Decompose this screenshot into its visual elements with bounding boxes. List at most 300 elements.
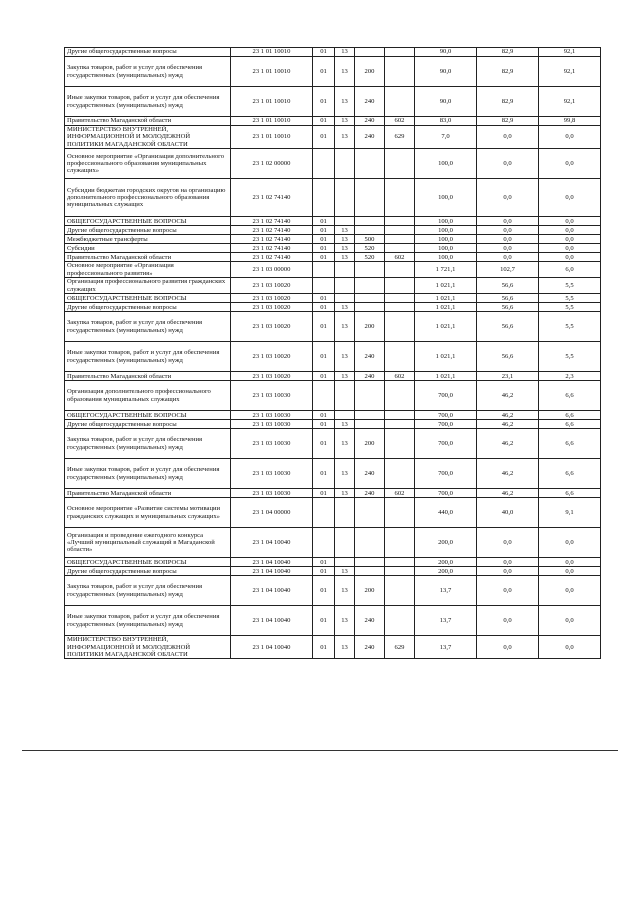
row-target-code-cell: 23 1 03 10030 [231,429,313,459]
row-section-cell: 01 [313,226,335,235]
row-target-code-cell: 23 1 03 10020 [231,312,313,342]
row-subsection-cell: 13 [335,87,355,117]
row-expense-type-cell [355,226,385,235]
row-execution-percent-cell: 5,5 [539,303,601,312]
row-subsection-cell: 13 [335,636,355,659]
row-name-cell: Основное мероприятие «Организация профессионального развития» [65,262,231,278]
row-executed-amount-cell: 0,0 [477,558,539,567]
row-subsection-cell [335,149,355,179]
table-row [65,342,601,372]
row-subsection-cell [335,528,355,558]
row-planned-amount-cell: 200,0 [415,567,477,576]
row-expense-type-cell [355,381,385,411]
row-planned-amount-cell: 13,7 [415,606,477,636]
row-subsection-cell: 13 [335,606,355,636]
row-executed-amount-cell: 0,0 [477,528,539,558]
budget-table-page [64,47,600,659]
row-executed-amount-cell: 82,9 [477,117,539,126]
row-execution-percent-cell: 0,0 [539,253,601,262]
row-section-cell [313,528,335,558]
row-target-code-cell: 23 1 03 00000 [231,262,313,278]
row-planned-amount-cell: 700,0 [415,489,477,498]
row-name-cell: Организация и проведение ежегодного конкурса «Лучший муниципальный служащий в Магаданской области» [65,528,231,558]
row-name-cell: Правительство Магаданской области [65,117,231,126]
row-subsection-cell [335,179,355,217]
table-row [65,489,601,498]
row-administrator-cell [385,57,415,87]
row-administrator-cell: 602 [385,253,415,262]
row-execution-percent-cell: 0,0 [539,558,601,567]
row-section-cell: 01 [313,253,335,262]
row-planned-amount-cell: 1 721,1 [415,262,477,278]
row-expense-type-cell: 240 [355,117,385,126]
row-execution-percent-cell: 0,0 [539,606,601,636]
row-target-code-cell: 23 1 02 00000 [231,149,313,179]
row-target-code-cell: 23 1 01 10010 [231,57,313,87]
row-executed-amount-cell: 0,0 [477,567,539,576]
row-subsection-cell: 13 [335,117,355,126]
row-name-cell: Другие общегосударственные вопросы [65,303,231,312]
table-row [65,312,601,342]
row-executed-amount-cell: 46,2 [477,411,539,420]
row-name-cell: Иные закупки товаров, работ и услуг для обеспечения государственных (муниципальных) нужд [65,459,231,489]
row-execution-percent-cell: 0,0 [539,235,601,244]
row-target-code-cell: 23 1 01 10010 [231,126,313,149]
row-executed-amount-cell: 46,2 [477,459,539,489]
table-row [65,558,601,567]
row-administrator-cell [385,411,415,420]
row-execution-percent-cell: 5,5 [539,294,601,303]
row-administrator-cell: 602 [385,489,415,498]
row-executed-amount-cell: 0,0 [477,226,539,235]
row-administrator-cell [385,235,415,244]
row-target-code-cell: 23 1 02 74140 [231,226,313,235]
row-name-cell: Субсидии бюджетам городских округов на организацию дополнительного профессионального образования муниципальных служащих [65,179,231,217]
table-row [65,459,601,489]
table-row [65,235,601,244]
row-administrator-cell [385,226,415,235]
row-subsection-cell [335,498,355,528]
row-name-cell: Иные закупки товаров, работ и услуг для обеспечения государственных (муниципальных) нужд [65,342,231,372]
row-planned-amount-cell: 700,0 [415,420,477,429]
row-executed-amount-cell: 0,0 [477,126,539,149]
row-executed-amount-cell: 23,1 [477,372,539,381]
row-planned-amount-cell: 200,0 [415,528,477,558]
row-name-cell: Основное мероприятие «Развитие системы мотивации гражданских служащих и муниципальных служащих» [65,498,231,528]
row-administrator-cell [385,149,415,179]
row-planned-amount-cell: 83,0 [415,117,477,126]
row-expense-type-cell: 240 [355,372,385,381]
row-executed-amount-cell: 56,6 [477,303,539,312]
budget-table [64,47,601,659]
row-executed-amount-cell: 0,0 [477,179,539,217]
row-execution-percent-cell: 9,1 [539,498,601,528]
row-execution-percent-cell: 99,8 [539,117,601,126]
row-executed-amount-cell: 46,2 [477,381,539,411]
table-row [65,117,601,126]
table-row [65,179,601,217]
row-section-cell: 01 [313,294,335,303]
row-subsection-cell: 13 [335,372,355,381]
row-target-code-cell: 23 1 03 10030 [231,459,313,489]
row-execution-percent-cell: 0,0 [539,528,601,558]
row-section-cell: 01 [313,411,335,420]
row-name-cell: Межбюджетные трансферты [65,235,231,244]
row-name-cell: ОБЩЕГОСУДАРСТВЕННЫЕ ВОПРОСЫ [65,217,231,226]
row-subsection-cell [335,558,355,567]
row-execution-percent-cell: 6,0 [539,262,601,278]
row-expense-type-cell [355,558,385,567]
row-expense-type-cell: 240 [355,606,385,636]
row-subsection-cell: 13 [335,48,355,57]
row-subsection-cell: 13 [335,226,355,235]
row-executed-amount-cell: 102,7 [477,262,539,278]
row-section-cell: 01 [313,372,335,381]
row-executed-amount-cell: 0,0 [477,606,539,636]
row-name-cell: Иные закупки товаров, работ и услуг для обеспечения государственных (муниципальных) нужд [65,87,231,117]
table-row [65,253,601,262]
row-execution-percent-cell: 92,1 [539,87,601,117]
row-expense-type-cell [355,262,385,278]
row-planned-amount-cell: 90,0 [415,87,477,117]
row-administrator-cell [385,217,415,226]
row-name-cell: Закупка товаров, работ и услуг для обеспечения государственных (муниципальных) нужд [65,57,231,87]
row-execution-percent-cell: 0,0 [539,149,601,179]
row-target-code-cell: 23 1 01 10010 [231,48,313,57]
row-planned-amount-cell: 1 021,1 [415,278,477,294]
row-subsection-cell: 13 [335,57,355,87]
row-administrator-cell [385,278,415,294]
row-subsection-cell: 13 [335,429,355,459]
row-name-cell: Другие общегосударственные вопросы [65,420,231,429]
row-administrator-cell [385,576,415,606]
row-administrator-cell [385,48,415,57]
row-target-code-cell: 23 1 03 10020 [231,372,313,381]
row-execution-percent-cell: 5,5 [539,278,601,294]
row-expense-type-cell [355,278,385,294]
row-subsection-cell [335,217,355,226]
table-row [65,606,601,636]
row-section-cell: 01 [313,636,335,659]
row-execution-percent-cell: 0,0 [539,179,601,217]
row-name-cell: Организация профессионального развития гражданских служащих [65,278,231,294]
row-section-cell: 01 [313,606,335,636]
row-administrator-cell [385,342,415,372]
row-planned-amount-cell: 100,0 [415,244,477,253]
row-execution-percent-cell: 6,6 [539,381,601,411]
row-executed-amount-cell: 0,0 [477,636,539,659]
row-administrator-cell [385,381,415,411]
table-row [65,244,601,253]
row-administrator-cell [385,606,415,636]
row-section-cell: 01 [313,429,335,459]
row-administrator-cell [385,498,415,528]
row-subsection-cell [335,294,355,303]
table-row [65,57,601,87]
row-execution-percent-cell: 6,6 [539,429,601,459]
table-row [65,217,601,226]
row-planned-amount-cell: 1 021,1 [415,342,477,372]
row-subsection-cell: 13 [335,126,355,149]
row-executed-amount-cell: 0,0 [477,576,539,606]
row-target-code-cell: 23 1 04 00000 [231,498,313,528]
table-row [65,567,601,576]
row-target-code-cell: 23 1 03 10020 [231,303,313,312]
row-section-cell: 01 [313,57,335,87]
row-executed-amount-cell: 0,0 [477,235,539,244]
row-section-cell: 01 [313,117,335,126]
row-execution-percent-cell: 6,6 [539,420,601,429]
row-execution-percent-cell: 6,6 [539,489,601,498]
row-name-cell: Основное мероприятие «Организация дополнительного профессионального образования муниципальных служащих» [65,149,231,179]
row-expense-type-cell: 200 [355,429,385,459]
row-planned-amount-cell: 100,0 [415,149,477,179]
row-administrator-cell [385,244,415,253]
row-subsection-cell: 13 [335,342,355,372]
row-target-code-cell: 23 1 03 10030 [231,420,313,429]
row-name-cell: МИНИСТЕРСТВО ВНУТРЕННЕЙ, ИНФОРМАЦИОННОЙ И МОЛОДЕЖНОЙ ПОЛИТИКИ МАГАДАНСКОЙ ОБЛАСТИ [65,126,231,149]
row-administrator-cell [385,459,415,489]
row-expense-type-cell [355,303,385,312]
row-name-cell: Закупка товаров, работ и услуг для обеспечения государственных (муниципальных) нужд [65,312,231,342]
row-target-code-cell: 23 1 03 10030 [231,411,313,420]
row-planned-amount-cell: 700,0 [415,459,477,489]
row-execution-percent-cell: 0,0 [539,217,601,226]
row-executed-amount-cell: 82,9 [477,48,539,57]
row-section-cell: 01 [313,567,335,576]
row-target-code-cell: 23 1 03 10030 [231,489,313,498]
row-section-cell: 01 [313,235,335,244]
row-planned-amount-cell: 440,0 [415,498,477,528]
table-row [65,528,601,558]
row-planned-amount-cell: 1 021,1 [415,294,477,303]
row-expense-type-cell: 240 [355,636,385,659]
row-execution-percent-cell: 5,5 [539,342,601,372]
row-subsection-cell: 13 [335,489,355,498]
row-execution-percent-cell: 0,0 [539,226,601,235]
row-expense-type-cell: 240 [355,489,385,498]
row-subsection-cell: 13 [335,244,355,253]
table-row [65,420,601,429]
row-expense-type-cell: 240 [355,126,385,149]
row-planned-amount-cell: 100,0 [415,179,477,217]
row-target-code-cell: 23 1 02 74140 [231,179,313,217]
row-section-cell: 01 [313,489,335,498]
row-name-cell: Другие общегосударственные вопросы [65,226,231,235]
row-executed-amount-cell: 46,2 [477,429,539,459]
row-section-cell: 01 [313,420,335,429]
row-target-code-cell: 23 1 01 10010 [231,87,313,117]
row-name-cell: Иные закупки товаров, работ и услуг для обеспечения государственных (муниципальных) нужд [65,606,231,636]
row-target-code-cell: 23 1 03 10030 [231,381,313,411]
row-planned-amount-cell: 700,0 [415,381,477,411]
row-expense-type-cell: 240 [355,342,385,372]
table-row [65,636,601,659]
row-planned-amount-cell: 100,0 [415,226,477,235]
row-section-cell: 01 [313,459,335,489]
row-expense-type-cell: 240 [355,87,385,117]
row-section-cell: 01 [313,126,335,149]
row-execution-percent-cell: 5,5 [539,312,601,342]
row-subsection-cell [335,278,355,294]
row-expense-type-cell [355,567,385,576]
row-administrator-cell [385,528,415,558]
row-section-cell: 01 [313,48,335,57]
row-executed-amount-cell: 46,2 [477,489,539,498]
row-executed-amount-cell: 82,9 [477,87,539,117]
table-row [65,87,601,117]
row-name-cell: Правительство Магаданской области [65,489,231,498]
row-section-cell: 01 [313,244,335,253]
row-subsection-cell: 13 [335,576,355,606]
row-name-cell: МИНИСТЕРСТВО ВНУТРЕННЕЙ, ИНФОРМАЦИОННОЙ И МОЛОДЕЖНОЙ ПОЛИТИКИ МАГАДАНСКОЙ ОБЛАСТИ [65,636,231,659]
row-subsection-cell [335,411,355,420]
row-name-cell: Организация дополнительного профессионального образования муниципальных служащих [65,381,231,411]
row-name-cell: Субсидии [65,244,231,253]
row-executed-amount-cell: 56,6 [477,278,539,294]
row-subsection-cell [335,381,355,411]
row-target-code-cell: 23 1 04 10040 [231,558,313,567]
row-planned-amount-cell: 700,0 [415,411,477,420]
row-subsection-cell: 13 [335,253,355,262]
row-execution-percent-cell: 92,1 [539,48,601,57]
row-execution-percent-cell: 0,0 [539,636,601,659]
row-execution-percent-cell: 0,0 [539,567,601,576]
table-row [65,126,601,149]
row-subsection-cell: 13 [335,303,355,312]
table-row [65,372,601,381]
row-expense-type-cell: 500 [355,235,385,244]
row-target-code-cell: 23 1 02 74140 [231,253,313,262]
row-expense-type-cell [355,217,385,226]
row-target-code-cell: 23 1 03 10020 [231,342,313,372]
table-row [65,48,601,57]
row-planned-amount-cell: 90,0 [415,48,477,57]
row-expense-type-cell [355,420,385,429]
row-administrator-cell: 602 [385,117,415,126]
row-expense-type-cell: 240 [355,459,385,489]
row-expense-type-cell: 520 [355,253,385,262]
row-planned-amount-cell: 13,7 [415,576,477,606]
row-subsection-cell: 13 [335,567,355,576]
row-section-cell [313,179,335,217]
row-section-cell: 01 [313,87,335,117]
row-executed-amount-cell: 56,6 [477,312,539,342]
row-planned-amount-cell: 1 021,1 [415,312,477,342]
row-section-cell [313,262,335,278]
table-row [65,226,601,235]
table-row [65,576,601,606]
row-section-cell: 01 [313,217,335,226]
row-expense-type-cell [355,179,385,217]
row-executed-amount-cell: 0,0 [477,149,539,179]
row-administrator-cell [385,294,415,303]
row-executed-amount-cell: 56,6 [477,342,539,372]
row-planned-amount-cell: 1 021,1 [415,303,477,312]
row-administrator-cell [385,179,415,217]
row-expense-type-cell: 200 [355,57,385,87]
row-section-cell [313,149,335,179]
row-expense-type-cell [355,411,385,420]
row-name-cell: ОБЩЕГОСУДАРСТВЕННЫЕ ВОПРОСЫ [65,294,231,303]
row-planned-amount-cell: 100,0 [415,253,477,262]
row-target-code-cell: 23 1 04 10040 [231,528,313,558]
row-section-cell: 01 [313,342,335,372]
row-expense-type-cell [355,528,385,558]
row-executed-amount-cell: 0,0 [477,253,539,262]
row-subsection-cell: 13 [335,312,355,342]
row-administrator-cell [385,312,415,342]
row-target-code-cell: 23 1 02 74140 [231,235,313,244]
row-name-cell: Закупка товаров, работ и услуг для обеспечения государственных (муниципальных) нужд [65,429,231,459]
row-expense-type-cell: 200 [355,576,385,606]
row-executed-amount-cell: 56,6 [477,294,539,303]
row-expense-type-cell [355,294,385,303]
row-execution-percent-cell: 2,3 [539,372,601,381]
row-execution-percent-cell: 0,0 [539,576,601,606]
row-section-cell: 01 [313,312,335,342]
row-executed-amount-cell: 0,0 [477,244,539,253]
row-section-cell [313,278,335,294]
row-expense-type-cell [355,149,385,179]
row-section-cell: 01 [313,576,335,606]
row-execution-percent-cell: 6,6 [539,411,601,420]
table-row [65,262,601,278]
row-target-code-cell: 23 1 01 10010 [231,117,313,126]
row-name-cell: Правительство Магаданской области [65,372,231,381]
row-execution-percent-cell: 6,6 [539,459,601,489]
row-executed-amount-cell: 40,0 [477,498,539,528]
row-planned-amount-cell: 700,0 [415,429,477,459]
row-target-code-cell: 23 1 04 10040 [231,567,313,576]
row-planned-amount-cell: 100,0 [415,235,477,244]
row-target-code-cell: 23 1 04 10040 [231,606,313,636]
table-row [65,278,601,294]
row-planned-amount-cell: 7,0 [415,126,477,149]
row-name-cell: Закупка товаров, работ и услуг для обеспечения государственных (муниципальных) нужд [65,576,231,606]
row-executed-amount-cell: 0,0 [477,217,539,226]
row-section-cell [313,498,335,528]
row-planned-amount-cell: 1 021,1 [415,372,477,381]
row-section-cell [313,381,335,411]
row-name-cell: Правительство Магаданской области [65,253,231,262]
row-subsection-cell: 13 [335,420,355,429]
row-administrator-cell: 602 [385,372,415,381]
row-administrator-cell [385,420,415,429]
row-subsection-cell: 13 [335,459,355,489]
row-subsection-cell [335,262,355,278]
row-execution-percent-cell: 92,1 [539,57,601,87]
row-administrator-cell [385,567,415,576]
row-administrator-cell [385,87,415,117]
row-administrator-cell [385,262,415,278]
table-row [65,294,601,303]
row-administrator-cell [385,429,415,459]
row-expense-type-cell [355,498,385,528]
row-executed-amount-cell: 82,9 [477,57,539,87]
table-row [65,429,601,459]
table-row [65,498,601,528]
row-expense-type-cell: 200 [355,312,385,342]
row-execution-percent-cell: 0,0 [539,244,601,253]
row-expense-type-cell [355,48,385,57]
row-target-code-cell: 23 1 04 10040 [231,576,313,606]
row-planned-amount-cell: 90,0 [415,57,477,87]
row-target-code-cell: 23 1 02 74140 [231,244,313,253]
row-planned-amount-cell: 100,0 [415,217,477,226]
row-planned-amount-cell: 200,0 [415,558,477,567]
row-administrator-cell [385,303,415,312]
